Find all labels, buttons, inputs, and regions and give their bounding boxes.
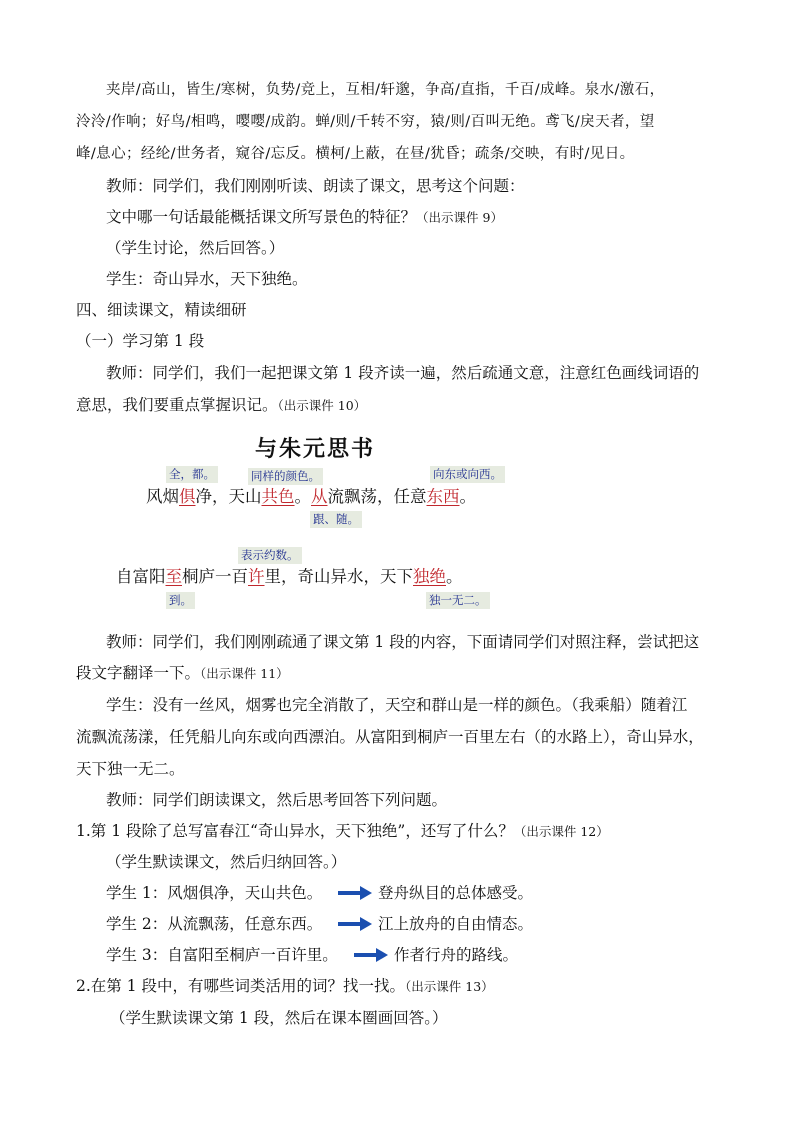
answer-left: 学生 2：从流飘荡，任意东西。	[106, 915, 323, 933]
key-word: 独绝	[413, 567, 446, 586]
para-line: 夹岸/高山，皆生/寒树，负势/竞上，互相/轩邈，争高/直指，千百/成峰。泉水/激石，	[106, 82, 665, 98]
slide-ref: （出示课件 13）	[405, 979, 494, 994]
student-line: 学生：奇山异水，天下独绝。	[106, 270, 308, 288]
teacher-line: 教师：同学们朗读课文，然后思考回答下列问题。	[106, 791, 448, 809]
key-word: 东西	[426, 487, 460, 506]
answer-left: 学生 3：自富阳至桐庐一百许里。	[106, 946, 338, 964]
student-line: 流飘流荡漾，任凭船儿向东或向西漂泊。从富阳到桐庐一百里左右（的水路上），奇山异水，	[76, 728, 704, 746]
annotation-note: 独一无二。	[426, 592, 490, 609]
teacher-line: 教师：同学们，我们刚刚听读、朗读了课文，思考这个问题：	[106, 177, 525, 195]
annotation-note: 全，都。	[166, 466, 218, 483]
slide-ref: （出示课件 9）	[416, 210, 503, 225]
annotation-note: 向东或向西。	[430, 466, 505, 483]
annotation-note: 跟、随。	[310, 511, 362, 528]
student-note: （学生默读课文第 1 段，然后在课本圈画回答。）	[110, 1009, 448, 1027]
question-text: 文中哪一句话最能概括课文所写景色的特征？	[106, 208, 417, 226]
student-note: （学生默读课文，然后归纳回答。）	[106, 853, 347, 871]
teacher-line: 教师：同学们，我们一起把课文第 1 段齐读一遍，然后疏通文意，注意红色画线词语的	[106, 364, 700, 382]
question-text: 1.第 1 段除了总写富春江“奇山异水，天下独绝”，还写了什么？	[76, 822, 514, 840]
slide-ref: （出示课件 10）	[277, 398, 367, 413]
student-line: 天下独一无二。	[76, 760, 185, 778]
key-word: 俱	[179, 487, 196, 506]
slide-title: 与朱元思书	[255, 436, 376, 462]
para-line: 峰/息心；经纶/世务者，窥谷/忘反。横柯/上蔽，在昼/犹昏；疏条/交映，有时/见日。	[76, 146, 635, 162]
student-line: 学生：没有一丝风，烟雾也完全消散了，天空和群山是一样的颜色。（我乘船）随着江	[106, 696, 688, 714]
answer-left: 学生 1：风烟俱净，天山共色。	[106, 884, 323, 902]
right-arrow-icon	[338, 917, 372, 931]
right-arrow-icon	[354, 948, 388, 962]
student-note: （学生讨论，然后回答。）	[106, 239, 285, 257]
question-line	[76, 976, 494, 997]
para-line: 泠泠/作响；好鸟/相鸣，嘤嘤/成韵。蝉/则/千转不穷，猿/则/百叫无绝。鸢飞/戾天者，望	[76, 114, 655, 130]
subsection-heading: （一）学习第 1 段	[76, 332, 205, 350]
key-word: 许	[248, 567, 265, 586]
teacher-line: 教师：同学们，我们刚刚疏通了课文第 1 段的内容，下面请同学们对照注释，尝试把这	[106, 633, 700, 651]
teacher-line	[76, 395, 366, 416]
annotation-note: 同样的颜色。	[248, 468, 323, 485]
section-heading: 四、细读课文，精读细研	[76, 301, 247, 319]
slide-ref: （出示课件 12）	[513, 824, 609, 839]
slide-ref: （出示课件 11）	[200, 666, 289, 681]
key-word: 从	[311, 487, 328, 506]
right-arrow-icon	[338, 886, 372, 900]
teacher-text: 段文字翻译一下。	[76, 664, 201, 682]
teacher-line	[76, 663, 289, 684]
key-word: 共色	[261, 487, 295, 506]
annotation-note: 表示约数。	[238, 547, 302, 564]
question-line	[76, 821, 609, 842]
question-line	[106, 207, 503, 228]
teacher-text: 意思，我们要重点掌握识记。	[76, 396, 278, 414]
question-text: 2.在第 1 段中，有哪些词类活用的词？找一找。	[76, 977, 406, 995]
key-word: 至	[165, 567, 182, 586]
classical-text-line: 风烟俱净，天山共色。从流飘荡，任意东西。	[146, 487, 476, 506]
answer-right: 登舟纵目的总体感受。	[378, 884, 534, 902]
annotation-note: 到。	[166, 592, 195, 609]
answer-right: 江上放舟的自由情态。	[378, 915, 534, 933]
answer-right: 作者行舟的路线。	[394, 946, 519, 964]
classical-text-line: 自富阳至桐庐一百许里，奇山异水，天下独绝。	[116, 567, 463, 586]
